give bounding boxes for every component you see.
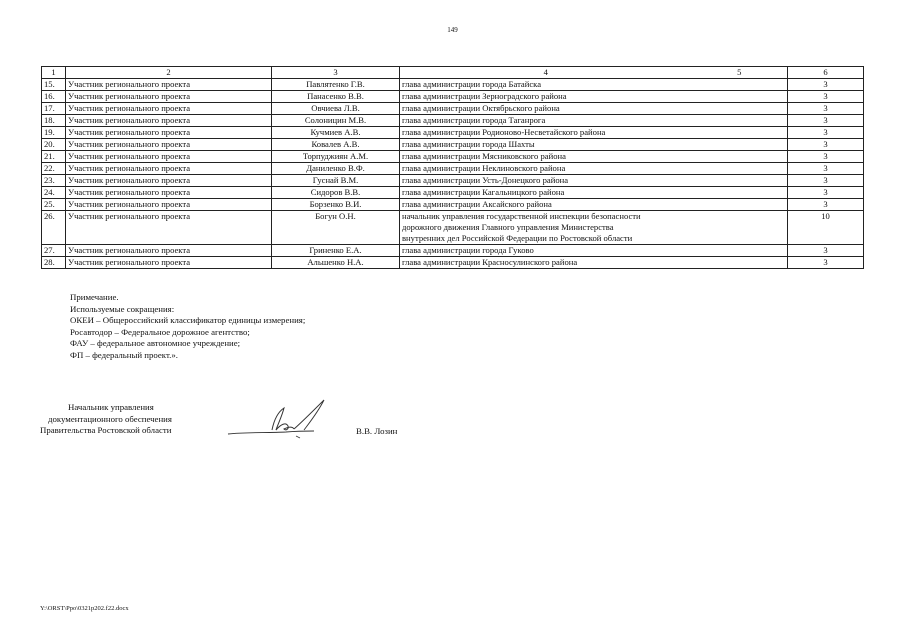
signer-title-line: документационного обеспечения bbox=[48, 413, 172, 424]
name-cell: Альшенко Н.А. bbox=[272, 257, 400, 269]
position-cell: глава администрации Зерноградского района bbox=[400, 91, 692, 103]
col5-cell bbox=[692, 127, 788, 139]
role-cell: Участник регионального проекта bbox=[66, 187, 272, 199]
roles-table bbox=[41, 66, 864, 269]
name-cell: Панасенко В.В. bbox=[272, 91, 400, 103]
role-cell: Участник регионального проекта bbox=[66, 163, 272, 175]
row-number-cell: 26. bbox=[42, 211, 66, 245]
signer-name: В.В. Лозин bbox=[356, 426, 398, 436]
notes-title: Примечание. bbox=[70, 292, 119, 302]
row-number-cell: 18. bbox=[42, 115, 66, 127]
value-cell: 3 bbox=[788, 257, 864, 269]
position-cell: глава администрации города Гуково bbox=[400, 245, 692, 257]
name-cell: Павлятенко Г.В. bbox=[272, 79, 400, 91]
row-number-cell: 24. bbox=[42, 187, 66, 199]
value-cell: 3 bbox=[788, 91, 864, 103]
name-cell: Сидоров В.В. bbox=[272, 187, 400, 199]
col5-cell bbox=[692, 115, 788, 127]
role-cell: Участник регионального проекта bbox=[66, 115, 272, 127]
table-row bbox=[42, 257, 864, 269]
col5-cell bbox=[692, 91, 788, 103]
page-number: 149 bbox=[447, 26, 458, 34]
table-row bbox=[42, 139, 864, 151]
table-row bbox=[42, 127, 864, 139]
name-cell: Гриненко Е.А. bbox=[272, 245, 400, 257]
position-cell: глава администрации Усть-Донецкого района bbox=[400, 175, 692, 187]
col5-cell bbox=[692, 199, 788, 211]
position-cell: глава администрации города Батайска bbox=[400, 79, 692, 91]
file-path: Y:\ORST\Ppo\0321p202.f22.docx bbox=[40, 605, 129, 612]
position-cell: глава администрации Кагальницкого района bbox=[400, 187, 692, 199]
name-cell: Кучмиев А.В. bbox=[272, 127, 400, 139]
table-row bbox=[42, 245, 864, 257]
role-cell: Участник регионального проекта bbox=[66, 79, 272, 91]
value-cell: 3 bbox=[788, 175, 864, 187]
role-cell: Участник регионального проекта bbox=[66, 245, 272, 257]
row-number-cell: 25. bbox=[42, 199, 66, 211]
role-cell: Участник регионального проекта bbox=[66, 199, 272, 211]
col5-cell bbox=[692, 257, 788, 269]
signer-title-line: Правительства Ростовской области bbox=[40, 425, 172, 436]
position-cell: глава администрации Мясниковского района bbox=[400, 151, 692, 163]
table-header-row bbox=[42, 67, 864, 79]
handwritten-signature bbox=[226, 398, 346, 442]
value-cell: 3 bbox=[788, 163, 864, 175]
role-cell: Участник регионального проекта bbox=[66, 139, 272, 151]
notes bbox=[70, 292, 305, 362]
position-line: начальник управления государственной инспекции безопасности bbox=[402, 211, 641, 221]
value-cell: 3 bbox=[788, 199, 864, 211]
col5-cell bbox=[692, 79, 788, 91]
role-cell: Участник регионального проекта bbox=[66, 175, 272, 187]
value-cell: 3 bbox=[788, 139, 864, 151]
row-number-cell: 20. bbox=[42, 139, 66, 151]
col5-cell bbox=[692, 163, 788, 175]
row-number-cell: 27. bbox=[42, 245, 66, 257]
name-cell: Богун О.Н. bbox=[272, 211, 400, 245]
value-cell: 3 bbox=[788, 187, 864, 199]
notes-intro: Используемые сокращения: bbox=[70, 303, 175, 314]
row-number-cell: 15. bbox=[42, 79, 66, 91]
note-item: ОКЕИ – Общероссийский классификатор единицы измерения; bbox=[70, 315, 306, 326]
note-item: Росавтодор – Федеральное дорожное агентство; bbox=[70, 326, 250, 337]
value-cell: 3 bbox=[788, 115, 864, 127]
table-row bbox=[42, 175, 864, 187]
role-cell: Участник регионального проекта bbox=[66, 257, 272, 269]
position-cell: глава администрации Неклиновского района bbox=[400, 163, 692, 175]
position-cell: глава администрации Родионово-Несветайского района bbox=[400, 127, 692, 139]
row-number-cell: 22. bbox=[42, 163, 66, 175]
position-line: дорожного движения Главного управления Министерства bbox=[402, 222, 614, 232]
value-cell: 3 bbox=[788, 103, 864, 115]
table-row bbox=[42, 151, 864, 163]
name-cell: Торпуджиян А.М. bbox=[272, 151, 400, 163]
name-cell: Борзенко В.И. bbox=[272, 199, 400, 211]
role-cell: Участник регионального проекта bbox=[66, 151, 272, 163]
table-row bbox=[42, 79, 864, 91]
signature-block bbox=[40, 402, 172, 437]
position-cell: глава администрации Аксайского района bbox=[400, 199, 692, 211]
signer-title-line: Начальник управления bbox=[68, 402, 154, 412]
col5-cell bbox=[692, 245, 788, 257]
position-cell: глава администрации города Шахты bbox=[400, 139, 692, 151]
table-row bbox=[42, 91, 864, 103]
role-cell: Участник регионального проекта bbox=[66, 91, 272, 103]
table-row bbox=[42, 115, 864, 127]
table-row bbox=[42, 211, 864, 245]
value-cell: 3 bbox=[788, 245, 864, 257]
row-number-cell: 19. bbox=[42, 127, 66, 139]
row-number-cell: 17. bbox=[42, 103, 66, 115]
col5-cell bbox=[692, 211, 788, 245]
name-cell: Ковалев А.В. bbox=[272, 139, 400, 151]
header-cell: 2 bbox=[66, 67, 272, 79]
role-cell: Участник регионального проекта bbox=[66, 103, 272, 115]
col5-cell bbox=[692, 175, 788, 187]
header-cell: 3 bbox=[272, 67, 400, 79]
table-row bbox=[42, 103, 864, 115]
name-cell: Овчиева Л.В. bbox=[272, 103, 400, 115]
position-line: внутренних дел Российской Федерации по Ростовской области bbox=[402, 233, 633, 243]
col5-cell bbox=[692, 151, 788, 163]
name-cell: Гуснай В.М. bbox=[272, 175, 400, 187]
note-item: ФАУ – федеральное автономное учреждение; bbox=[70, 338, 241, 349]
table-row bbox=[42, 163, 864, 175]
role-cell: Участник регионального проекта bbox=[66, 211, 272, 245]
col5-cell bbox=[692, 187, 788, 199]
position-cell: глава администрации Красносулинского района bbox=[400, 257, 692, 269]
col5-cell bbox=[692, 103, 788, 115]
role-cell: Участник регионального проекта bbox=[66, 127, 272, 139]
table-row bbox=[42, 199, 864, 211]
name-cell: Даниленко В.Ф. bbox=[272, 163, 400, 175]
header-cell: 1 bbox=[42, 67, 66, 79]
value-cell: 3 bbox=[788, 127, 864, 139]
position-cell: глава администрации города Таганрога bbox=[400, 115, 692, 127]
header-cell: 5 bbox=[692, 67, 788, 79]
row-number-cell: 28. bbox=[42, 257, 66, 269]
row-number-cell: 23. bbox=[42, 175, 66, 187]
header-cell: 6 bbox=[788, 67, 864, 79]
header-cell: 4 bbox=[400, 67, 692, 79]
value-cell: 3 bbox=[788, 151, 864, 163]
position-cell: глава администрации Октябрьского района bbox=[400, 103, 692, 115]
row-number-cell: 21. bbox=[42, 151, 66, 163]
table-row bbox=[42, 187, 864, 199]
position-cell bbox=[400, 211, 692, 245]
value-cell: 3 bbox=[788, 79, 864, 91]
note-item: ФП – федеральный проект.». bbox=[70, 349, 178, 360]
col5-cell bbox=[692, 139, 788, 151]
value-cell: 10 bbox=[788, 211, 864, 245]
name-cell: Солоницин М.В. bbox=[272, 115, 400, 127]
row-number-cell: 16. bbox=[42, 91, 66, 103]
